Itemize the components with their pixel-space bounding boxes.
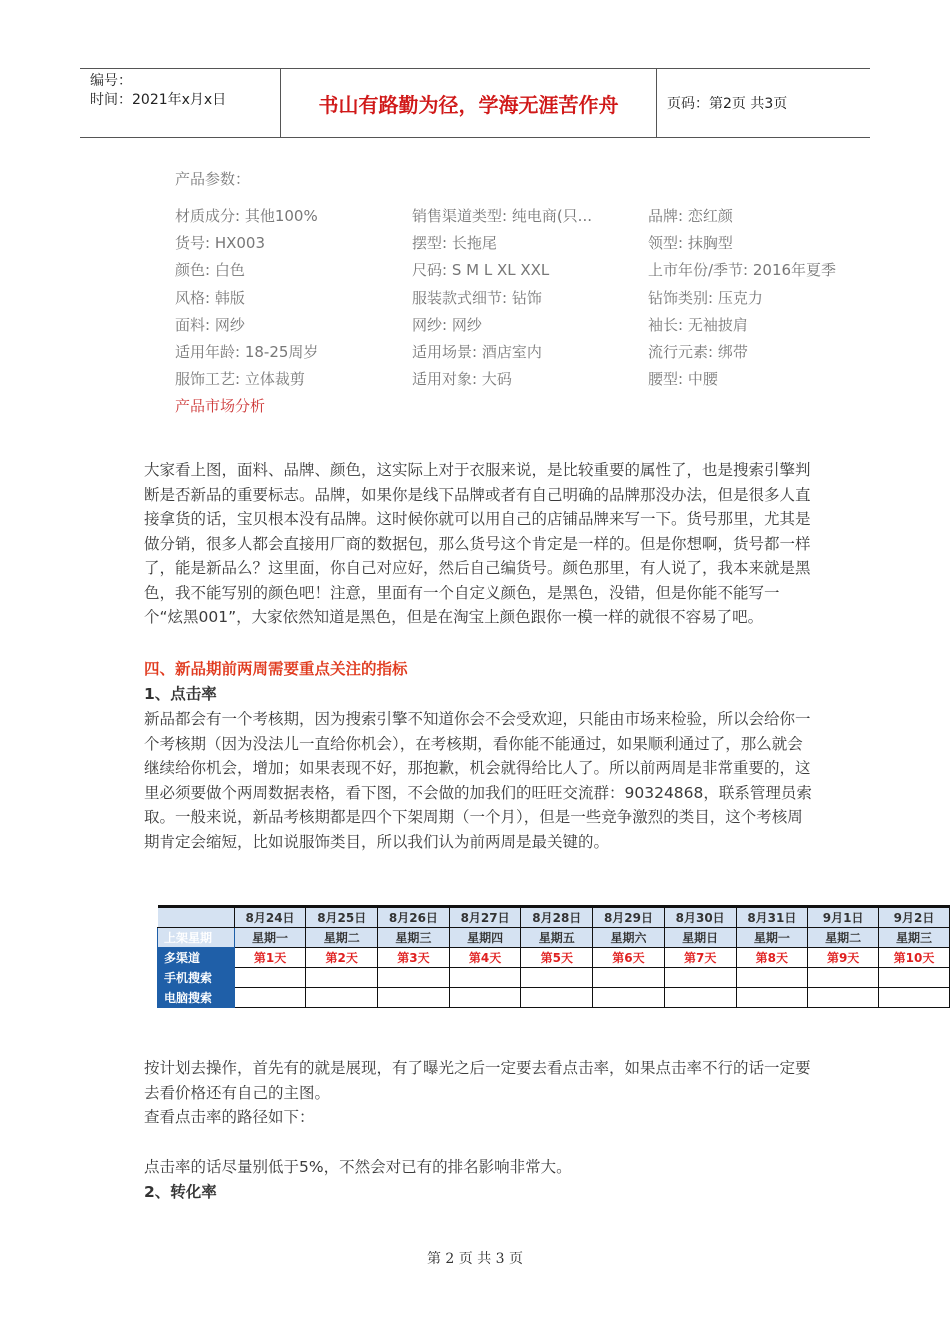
date-cell: 8月28日 xyxy=(521,907,593,928)
weekday-cell: 星期三 xyxy=(879,928,950,948)
day-cell: 第10天 xyxy=(879,948,950,968)
param-cell: 货号: HX003 xyxy=(175,234,266,252)
param-cell: 尺码: S M L XL XXL xyxy=(412,261,550,279)
data-cell xyxy=(808,968,879,988)
day-cell: 第5天 xyxy=(521,948,593,968)
market-analysis-link[interactable]: 产品市场分析 xyxy=(175,397,266,415)
date-cell: 8月27日 xyxy=(449,907,521,928)
data-cell xyxy=(234,988,306,1008)
param-cell: 风格: 韩版 xyxy=(175,289,245,307)
data-cell xyxy=(808,988,879,1008)
date-cell: 8月26日 xyxy=(378,907,450,928)
param-cell: 领型: 抹胸型 xyxy=(648,234,733,252)
section-heading: 四、新品期前两周需要重点关注的指标 xyxy=(144,660,408,678)
date-cell: 9月1日 xyxy=(808,907,879,928)
date-cell: 8月31日 xyxy=(736,907,808,928)
weekday-cell: 星期四 xyxy=(449,928,521,948)
row-label: 上架星期 xyxy=(158,928,235,948)
param-cell: 服装款式细节: 钻饰 xyxy=(412,289,542,307)
data-cell xyxy=(736,988,808,1008)
row-label: 电脑搜索 xyxy=(158,988,235,1008)
param-cell: 销售渠道类型: 纯电商(只... xyxy=(412,207,592,225)
day-cell: 第8天 xyxy=(736,948,808,968)
date-cell: 8月24日 xyxy=(234,907,306,928)
day-cell: 第9天 xyxy=(808,948,879,968)
day-cell: 第1天 xyxy=(234,948,306,968)
param-cell: 袖长: 无袖披肩 xyxy=(648,316,748,334)
param-cell: 腰型: 中腰 xyxy=(648,370,718,388)
param-cell: 适用对象: 大码 xyxy=(412,370,512,388)
weekday-cell: 星期三 xyxy=(378,928,450,948)
data-cell xyxy=(449,988,521,1008)
data-cell xyxy=(521,968,593,988)
data-cell xyxy=(736,968,808,988)
param-cell: 上市年份/季节: 2016年夏季 xyxy=(648,261,837,279)
params-title: 产品参数： xyxy=(175,170,251,188)
weekday-cell: 星期五 xyxy=(521,928,593,948)
data-cell xyxy=(449,968,521,988)
paragraph-attributes: 大家看上图，面料、品牌、颜色，这实际上对于衣服来说，是比较重要的属性了，也是搜索引擎判断是否新品的重要标志。品牌，如果你是线下品牌或者有自己明确的品牌那没办法，但是很多人直接拿货的话，宝贝根本没有品牌。这时候你就可以用自己的店铺品牌来写一下。货号那里，尤其是做分销，很多人都会直接用厂商的数据包，那么货号这个肯定是一样的。但是你想啊，货号都一样了，能是新品么？这里面，你自己对应好，然后自己编货号。颜色那里，有人说了，我本来就是黑色，我不能写别的颜色吧！注意，里面有一个自定义颜色，是黑色，没错，但是你能不能写一个“炫黑001”，大家依然知道是黑色，但是在淘宝上颜色跟你一模一样的就很不容易了吧。 xyxy=(144,461,811,626)
param-cell: 钻饰类别: 压克力 xyxy=(648,289,763,307)
header-meta xyxy=(80,69,281,137)
subheading-cvr: 2、转化率 xyxy=(144,1183,217,1201)
day-cell: 第3天 xyxy=(378,948,450,968)
header-code: 编号： xyxy=(90,73,132,89)
data-cell xyxy=(234,968,306,988)
data-cell xyxy=(306,968,378,988)
weekday-cell: 星期一 xyxy=(736,928,808,948)
data-cell xyxy=(378,988,450,1008)
data-cell xyxy=(664,988,736,1008)
page-header xyxy=(80,68,870,138)
param-cell: 品牌: 恋红颜 xyxy=(648,207,733,225)
data-cell xyxy=(593,988,665,1008)
data-cell xyxy=(521,988,593,1008)
row-label: 手机搜索 xyxy=(158,968,235,988)
param-cell: 适用场景: 酒店室内 xyxy=(412,343,542,361)
weekday-cell: 星期一 xyxy=(234,928,306,948)
weekday-cell: 星期六 xyxy=(593,928,665,948)
param-cell: 网纱: 网纱 xyxy=(412,316,482,334)
day-cell: 第4天 xyxy=(449,948,521,968)
param-cell: 服饰工艺: 立体裁剪 xyxy=(175,370,305,388)
param-cell: 流行元素: 绑带 xyxy=(648,343,748,361)
param-cell: 颜色: 白色 xyxy=(175,261,245,279)
date-cell: 9月2日 xyxy=(879,907,950,928)
date-cell: 8月30日 xyxy=(664,907,736,928)
header-page-info: 页码：第2页 共3页 xyxy=(667,96,788,112)
param-cell: 适用年龄: 18-25周岁 xyxy=(175,343,319,361)
paragraph-ctr-advice: 按计划去操作，首先有的就是展现，有了曝光之后一定要去看点击率，如果点击率不行的话一定要去看价格还有自己的主图。 xyxy=(144,1059,811,1102)
paragraph-ctr-threshold: 点击率的话尽量别低于5%，不然会对已有的排名影响非常大。 xyxy=(144,1158,572,1176)
weekday-cell: 星期日 xyxy=(664,928,736,948)
paragraph-ctr-path: 查看点击率的路径如下： xyxy=(144,1108,315,1126)
day-cell: 第7天 xyxy=(664,948,736,968)
date-cell: 8月29日 xyxy=(593,907,665,928)
data-cell xyxy=(378,968,450,988)
two-week-schedule-table xyxy=(157,905,950,1013)
header-date: 时间：2021年x月x日 xyxy=(90,92,227,108)
data-cell xyxy=(879,968,950,988)
subheading-ctr: 1、点击率 xyxy=(144,685,217,703)
row-label: 多渠道 xyxy=(158,948,235,968)
weekday-cell: 星期二 xyxy=(306,928,378,948)
paragraph-review-period: 新品都会有一个考核期，因为搜索引擎不知道你会不会受欢迎，只能由市场来检验，所以会给你一个考核期（因为没法儿一直给你机会），在考核期，看你能不能通过，如果顺利通过了，那么就会继续给你机会，增加；如果表现不好，那抱歉，机会就得给比人了。所以前两周是非常重要的，这里必须要做个两周数据表格，看下图，不会做的加我们的旺旺交流群：90324868，联系管理员索取。一般来说，新品考核期都是四个下架周期（一个月），但是一些竞争激烈的类目，这个考核周期肯定会缩短，比如说服饰类目，所以我们认为前两周是最关键的。 xyxy=(144,710,812,851)
data-cell xyxy=(306,988,378,1008)
day-cell: 第2天 xyxy=(306,948,378,968)
page-footer: 第 2 页 共 3 页 xyxy=(426,1251,524,1267)
weekday-cell: 星期二 xyxy=(808,928,879,948)
date-cell: 8月25日 xyxy=(306,907,378,928)
param-cell: 材质成分: 其他100% xyxy=(175,207,318,225)
day-cell: 第6天 xyxy=(593,948,665,968)
header-motto: 书山有路勤为径，学海无涯苦作舟 xyxy=(281,69,657,137)
corner-cell xyxy=(158,907,235,928)
param-cell: 面料: 网纱 xyxy=(175,316,245,334)
param-cell: 摆型: 长拖尾 xyxy=(412,234,497,252)
data-cell xyxy=(879,988,950,1008)
data-cell xyxy=(593,968,665,988)
data-cell xyxy=(664,968,736,988)
